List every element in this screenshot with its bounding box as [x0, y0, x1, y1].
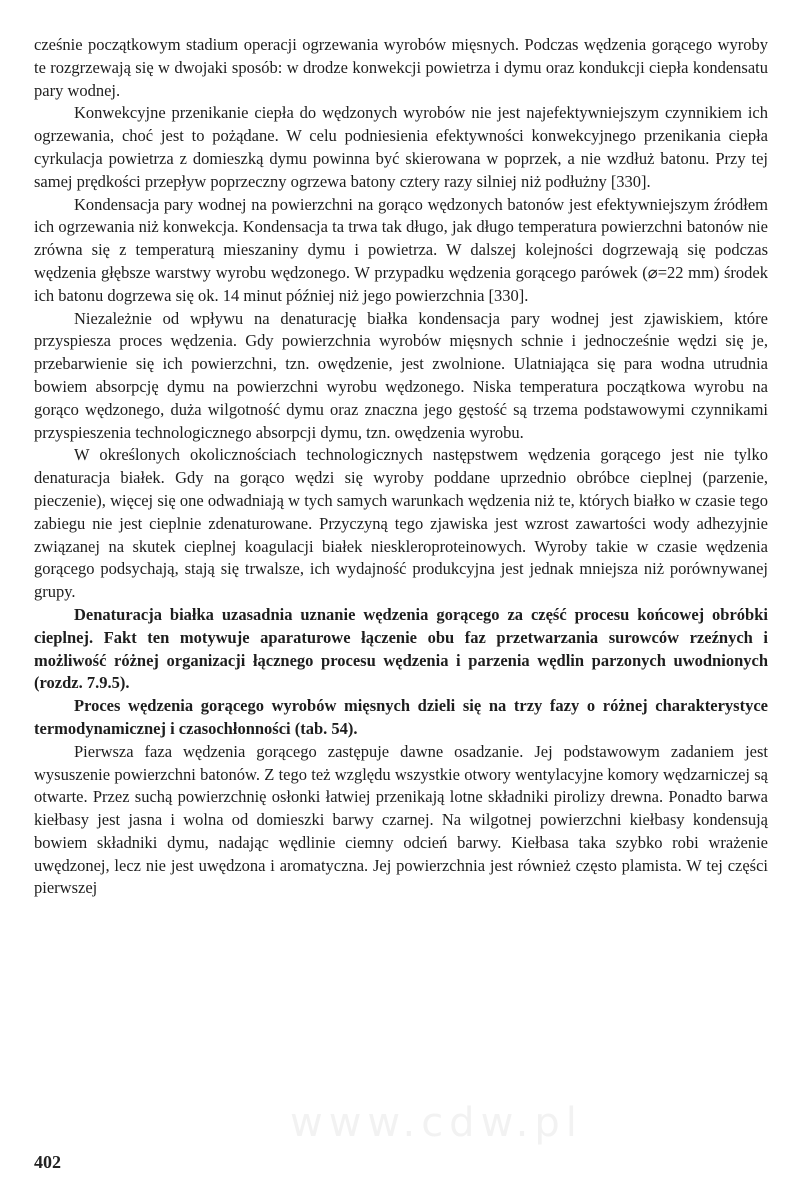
paragraph-4: Niezależnie od wpływu na denaturację białka kondensacja pary wodnej jest zjawiskiem, które przyspiesza proces wędzenia. Gdy powierzchnia wyrobów mięsnych schnie i jednocześnie wędzi się je, przebarwienie się ich powierzchni, tzn. owędzenie, jest zwolnione. Ulatniająca się para wodna utrudnia bowiem absorpcję dymu na powierzchni wyrobu wędzonego. Niska temperatura początkowa wyrobu na gorąco wędzonego, duża wilgotność dymu oraz znaczna jego gęstość są trzema podstawowymi czynnikami przyspieszenia technologicznego absorpcji dymu, tzn. owędzenia wyrobu.: [34, 308, 768, 442]
paragraph-6: Denaturacja białka uzasadnia uznanie wędzenia gorącego za część procesu końcowej obróbki cieplnej. Fakt ten motywuje aparaturowe łączenie obu faz przetwarzania surowców rzeźnych i możliwość różnej organizacji łącznego procesu wędzenia i parzenia wędlin parzonych uwodnionych (rozdz. 7.9.5).: [34, 604, 768, 693]
paragraph-3: Kondensacja pary wodnej na powierzchni na gorąco wędzonych batonów jest efektywniejszym źródłem ich ogrzewania niż konwekcja. Kondensacja ta trwa tak długo, jak długo temperatura powierzchni batonów nie zrówna się z temperaturą mieszaniny dymu i powietrza. W dalszej kolejności dogrzewają się podczas wędzenia głębsze warstwy wyrobu wędzonego. W przypadku wędzenia gorącego parówek (⌀=22 mm) środek ich batonu dogrzewa się ok. 14 minut później niż jego powierzchnia [330].: [34, 194, 768, 305]
page-body: [34, 34, 768, 900]
watermark: www.cdw.pl: [290, 1100, 583, 1146]
paragraph-8: Pierwsza faza wędzenia gorącego zastępuje dawne osadzanie. Jej podstawowym zadaniem jest wysuszenie powierzchni batonów. Z tego też względu wszystkie otwory wentylacyjne komory wędzarniczej są otwarte. Przez suchą powierzchnię osłonki łatwiej przenikają lotne składniki pirolizy drewna. Ponadto barwa kiełbasy jest jasna i wolna od domieszki barwy czarnej. Na wilgotnej powierzchni kiełbasy kondensują bowiem składniki dymu, nadając wędlinie ciemny odcień barwy. Kiełbasa taka szybko robi wrażenie uwędzonej, lecz nie jest uwędzona i aromatyczna. Jej powierzchnia jest również często plamista. W tej części pierwszej: [34, 741, 768, 898]
paragraph-5: W określonych okolicznościach technologicznych następstwem wędzenia gorącego jest nie tylko denaturacja białek. Gdy na gorąco wędzi się wyroby poddane uprzednio obróbce cieplnej (parzenie, pieczenie), więcej się one odwadniają w tych samych warunkach wędzenia niż te, których białko w czasie tego zabiegu nie jest cieplnie zdenaturowane. Przyczyną tego zjawiska jest wzrost zawartości wody adhezyjnie związanej na skutek cieplnej koagulacji białek nieskleroproteinowych. Wyroby takie w czasie wędzenia gorącego podsychają, stają się trwalsze, ich wydajność produkcyjna jest jednak mniejsza niż porównywanej grupy.: [34, 445, 768, 602]
paragraph-2: Konwekcyjne przenikanie ciepła do wędzonych wyrobów nie jest najefektywniejszym czynnikiem ich ogrzewania, choć jest to pożądane. W celu podniesienia efektywności konwekcyjnego przenikania ciepła cyrkulacja powietrza z domieszką dymu powinna być skierowana w poprzek, a nie wzdłuż batonu. Przy tej samej prędkości przepływ poprzeczny ogrzewa batony cztery razy silniej niż podłużny [330].: [34, 103, 768, 191]
page-number: 402: [34, 1152, 61, 1172]
paragraph-7: Proces wędzenia gorącego wyrobów mięsnych dzieli się na trzy fazy o różnej charakterystyce termodynamicznej i czasochłonności (tab. 54).: [34, 696, 768, 738]
paragraph-1: cześnie początkowym stadium operacji ogrzewania wyrobów mięsnych. Podczas wędzenia gorącego wyroby te rozgrzewają się w dwojaki sposób: w drodze konwekcji powietrza i dymu oraz kondukcji ciepła kondensatu pary wodnej.: [34, 35, 768, 100]
